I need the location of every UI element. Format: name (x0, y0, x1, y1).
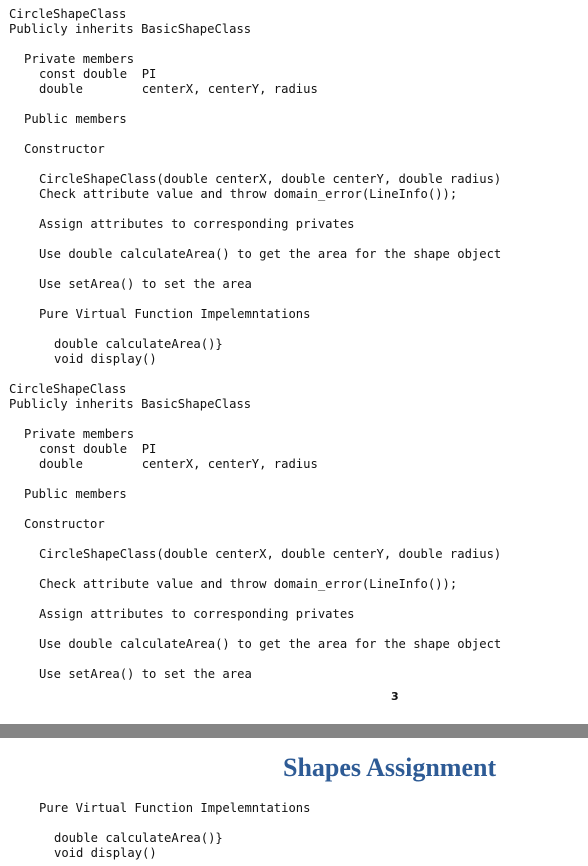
attribute-check-line: Check attribute value and throw domain_error(LineInfo()); (39, 577, 458, 591)
calculate-area-method: double calculateArea()} (54, 337, 223, 351)
page-number: 3 (391, 690, 399, 703)
assign-attributes-line: Assign attributes to corresponding privates (39, 607, 355, 621)
display-method: void display() (54, 846, 157, 860)
pure-virtual-heading: Pure Virtual Function Impelemntations (39, 307, 311, 321)
constructor-heading: Constructor (24, 517, 105, 531)
public-members-heading: Public members (24, 112, 127, 126)
public-members-heading: Public members (24, 487, 127, 501)
page-separator (0, 724, 588, 738)
private-member-fields: double centerX, centerY, radius (39, 82, 318, 96)
constructor-signature: CircleShapeClass(double centerX, double centerY, double radius) (39, 172, 502, 186)
private-member-constant: const double PI (39, 67, 157, 81)
private-member-constant: const double PI (39, 442, 157, 456)
inheritance-line: Publicly inherits BasicShapeClass (9, 397, 252, 411)
display-method: void display() (54, 352, 157, 366)
calculate-area-line: Use double calculateArea() to get the area for the shape object (39, 247, 502, 261)
private-members-heading: Private members (24, 427, 135, 441)
constructor-heading: Constructor (24, 142, 105, 156)
inheritance-line: Publicly inherits BasicShapeClass (9, 22, 252, 36)
calculate-area-line: Use double calculateArea() to get the area for the shape object (39, 637, 502, 651)
page-header-title: Shapes Assignment (283, 753, 497, 782)
class-name-line: CircleShapeClass (9, 7, 127, 21)
calculate-area-method: double calculateArea()} (54, 831, 223, 845)
set-area-line: Use setArea() to set the area (39, 667, 252, 681)
assign-attributes-line: Assign attributes to corresponding privates (39, 217, 355, 231)
set-area-line: Use setArea() to set the area (39, 277, 252, 291)
private-members-heading: Private members (24, 52, 135, 66)
class-name-line: CircleShapeClass (9, 382, 127, 396)
private-member-fields: double centerX, centerY, radius (39, 457, 318, 471)
attribute-check-line: Check attribute value and throw domain_error(LineInfo()); (39, 187, 458, 201)
constructor-signature: CircleShapeClass(double centerX, double centerY, double radius) (39, 547, 502, 561)
pure-virtual-heading: Pure Virtual Function Impelemntations (39, 801, 311, 815)
